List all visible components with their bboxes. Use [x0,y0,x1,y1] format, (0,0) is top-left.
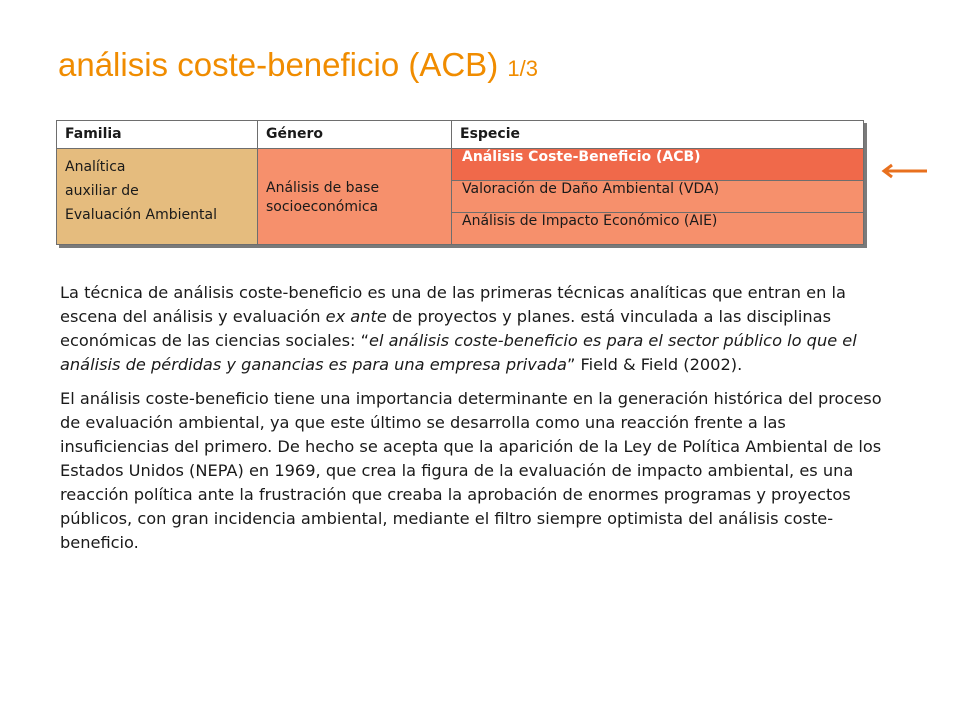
table-header-row [57,121,864,149]
arrow-left-icon [881,163,929,179]
familia-line: Analítica [65,159,126,175]
citation-text: ” Field & Field (2002). [566,355,743,374]
table-row [57,149,864,181]
header-genero: Género [258,121,452,149]
quote-emphasis: el análisis coste-beneficio es para el sector público lo que el análisis de pérdidas y ganancias es para una empresa privada [60,331,857,374]
paragraph-1-text: La técnica de análisis coste-beneficio es una de las primeras técnicas analíticas que entran en la escena del análisis y evaluación [60,283,846,326]
familia-line: Evaluación Ambiental [65,207,217,223]
slide-title [58,46,538,84]
paragraph-1-text: de proyectos y planes. está vinculada a las disciplinas económicas de las ciencias sociales: “ [60,307,832,350]
body-text [60,281,890,565]
especie-aie: Análisis de Impacto Económico (AIE) [452,213,864,245]
title-main: análisis coste-beneficio (ACB) [58,46,499,83]
genero-cell: Análisis de base socioeconómica [258,149,452,245]
paragraph-1 [60,281,890,377]
taxonomy-table [56,120,864,245]
header-especie: Especie [452,121,864,149]
especie-acb: Análisis Coste-Beneficio (ACB) [452,149,864,181]
familia-cell [57,149,258,245]
page-indicator: 1/3 [507,56,538,81]
header-familia: Familia [57,121,258,149]
especie-vda: Valoración de Daño Ambiental (VDA) [452,181,864,213]
ex-ante-emphasis: ex ante [325,307,387,326]
paragraph-2: El análisis coste-beneficio tiene una importancia determinante en la generación histórica del proceso de evaluación ambiental, ya que este último se desarrolla como una reacción frente a las insuficiencias del primero. De hecho se acepta que la aparición de la Ley de Política Ambiental de los Estados Unidos (NEPA) en 1969, que crea la figura de la evaluación de impacto ambiental, es una reacción política ante la frustración que creaba la aprobación de enormes programas y proyectos públicos, con gran incidencia ambiental, mediante el filtro siempre optimista del análisis coste-beneficio. [60,389,882,552]
familia-line: auxiliar de [65,183,139,199]
